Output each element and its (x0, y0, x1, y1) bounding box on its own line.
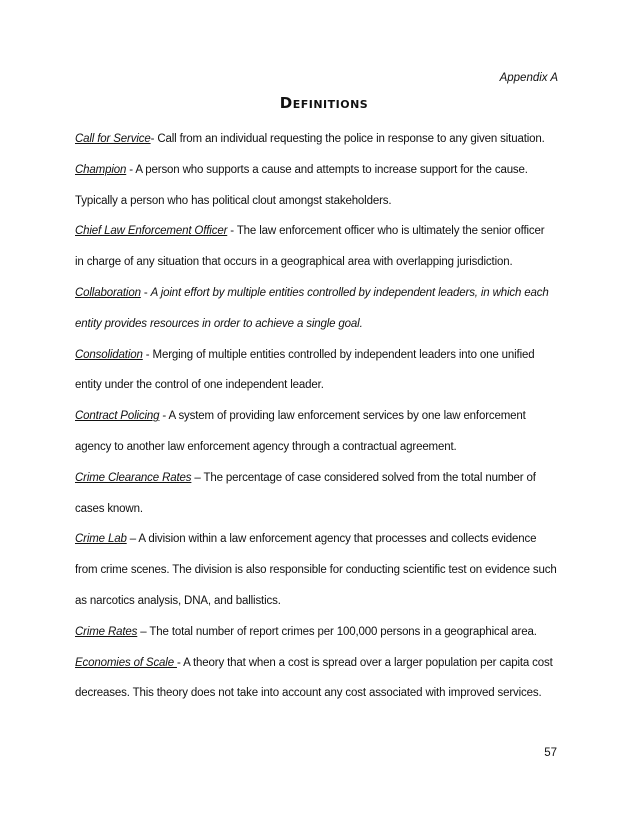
definition-text: A system of providing law enforcement services by one law enforcement (168, 410, 526, 423)
definition-text: as narcotics analysis, DNA, and ballistics. (75, 594, 281, 607)
definition-text: agency to another law enforcement agency through a contractual agreement. (75, 440, 457, 453)
definition-term: Economies of Scale (75, 656, 177, 669)
definition-term: Champion (75, 163, 127, 176)
definition-entry: Consolidation - Merging of multiple entities controlled by independent leaders into one unified entity under the control of one independent leader. (75, 348, 535, 392)
definition-text: A division within a law enforcement agency that processes and collects evidence (138, 533, 537, 546)
definition-entry: Economies of Scale - A theory that when a cost is spread over a larger population per capita cost decreases. This theory does not take into account any cost associated with improved services. (75, 656, 553, 700)
definition-entry: Chief Law Enforcement Officer - The law enforcement officer who is ultimately the senior officer in charge of any situation that occurs in a geographical area with overlapping jurisdiction. (75, 225, 545, 269)
definition-term: Consolidation (75, 348, 143, 361)
appendix-label: Appendix A (499, 72, 558, 84)
definition-text: A person who supports a cause and attempts to increase support for the cause. (135, 163, 528, 176)
definition-text: Merging of multiple entities controlled by independent leaders into one unified (152, 348, 535, 361)
definition-term: Crime Lab (75, 533, 127, 546)
page-number: 57 (544, 747, 557, 759)
definition-text: from crime scenes. The division is also responsible for conducting scientific test on evidence such (75, 564, 557, 577)
definition-entry: Contract Policing - A system of providing law enforcement services by one law enforcement agency to another law enforcement agency through a contractual agreement. (75, 410, 526, 453)
definition-term: Collaboration (75, 286, 141, 299)
definition-term: Contract Policing (75, 410, 160, 423)
definitions-list (75, 124, 575, 709)
definition-text: Call from an individual requesting the police in response to any given situation. (157, 133, 545, 145)
definition-entry: Champion - A person who supports a cause and attempts to increase support for the cause. Typically a person who has political clout amongst stakeholders. (75, 163, 528, 207)
definition-entry: Crime Rates – The total number of report crimes per 100,000 persons in a geographical area. (75, 625, 537, 638)
definition-term: Chief Law Enforcement Officer (75, 225, 228, 238)
definition-text: entity under the control of one independent leader. (75, 379, 324, 392)
definition-term: Crime Clearance Rates (75, 471, 192, 484)
definition-entry: Crime Clearance Rates – The percentage of case considered solved from the total number of cases known. (75, 471, 536, 515)
definition-text: in charge of any situation that occurs in a geographical area with overlapping jurisdiction. (75, 256, 513, 269)
definition-entry: Collaboration - A joint effort by multiple entities controlled by independent leaders, in which each entity provides resources in order to achieve a single goal. (75, 286, 549, 330)
definition-text: entity provides resources in order to achieve a single goal. (75, 317, 363, 330)
definition-entry: Crime Lab – A division within a law enforcement agency that processes and collects evidence from crime scenes. The division is also responsible for conducting scientific test on evidence such as narcotics analysis, DNA, and ballistics. (75, 533, 557, 607)
definition-text: Typically a person who has political clout amongst stakeholders. (75, 194, 392, 207)
definition-entry: Call for Service- Call from an individual requesting the police in response to any given situation. (75, 133, 545, 145)
definition-term: Crime Rates (75, 625, 138, 638)
definition-text: decreases. This theory does not take into account any cost associated with improved services. (75, 687, 542, 700)
definition-text: cases known. (75, 502, 143, 515)
definition-text: The law enforcement officer who is ultimately the senior officer (236, 225, 545, 238)
definition-text: A theory that when a cost is spread over a larger population per capita cost (183, 656, 553, 669)
page-title: Definitions (279, 94, 369, 112)
definition-text: The total number of report crimes per 100,000 persons in a geographical area. (149, 625, 537, 638)
definition-text: A joint effort by multiple entities controlled by independent leaders, in which each (150, 286, 549, 299)
definition-term: Call for Service (75, 133, 151, 145)
definition-text: The percentage of case considered solved from the total number of (203, 471, 536, 484)
